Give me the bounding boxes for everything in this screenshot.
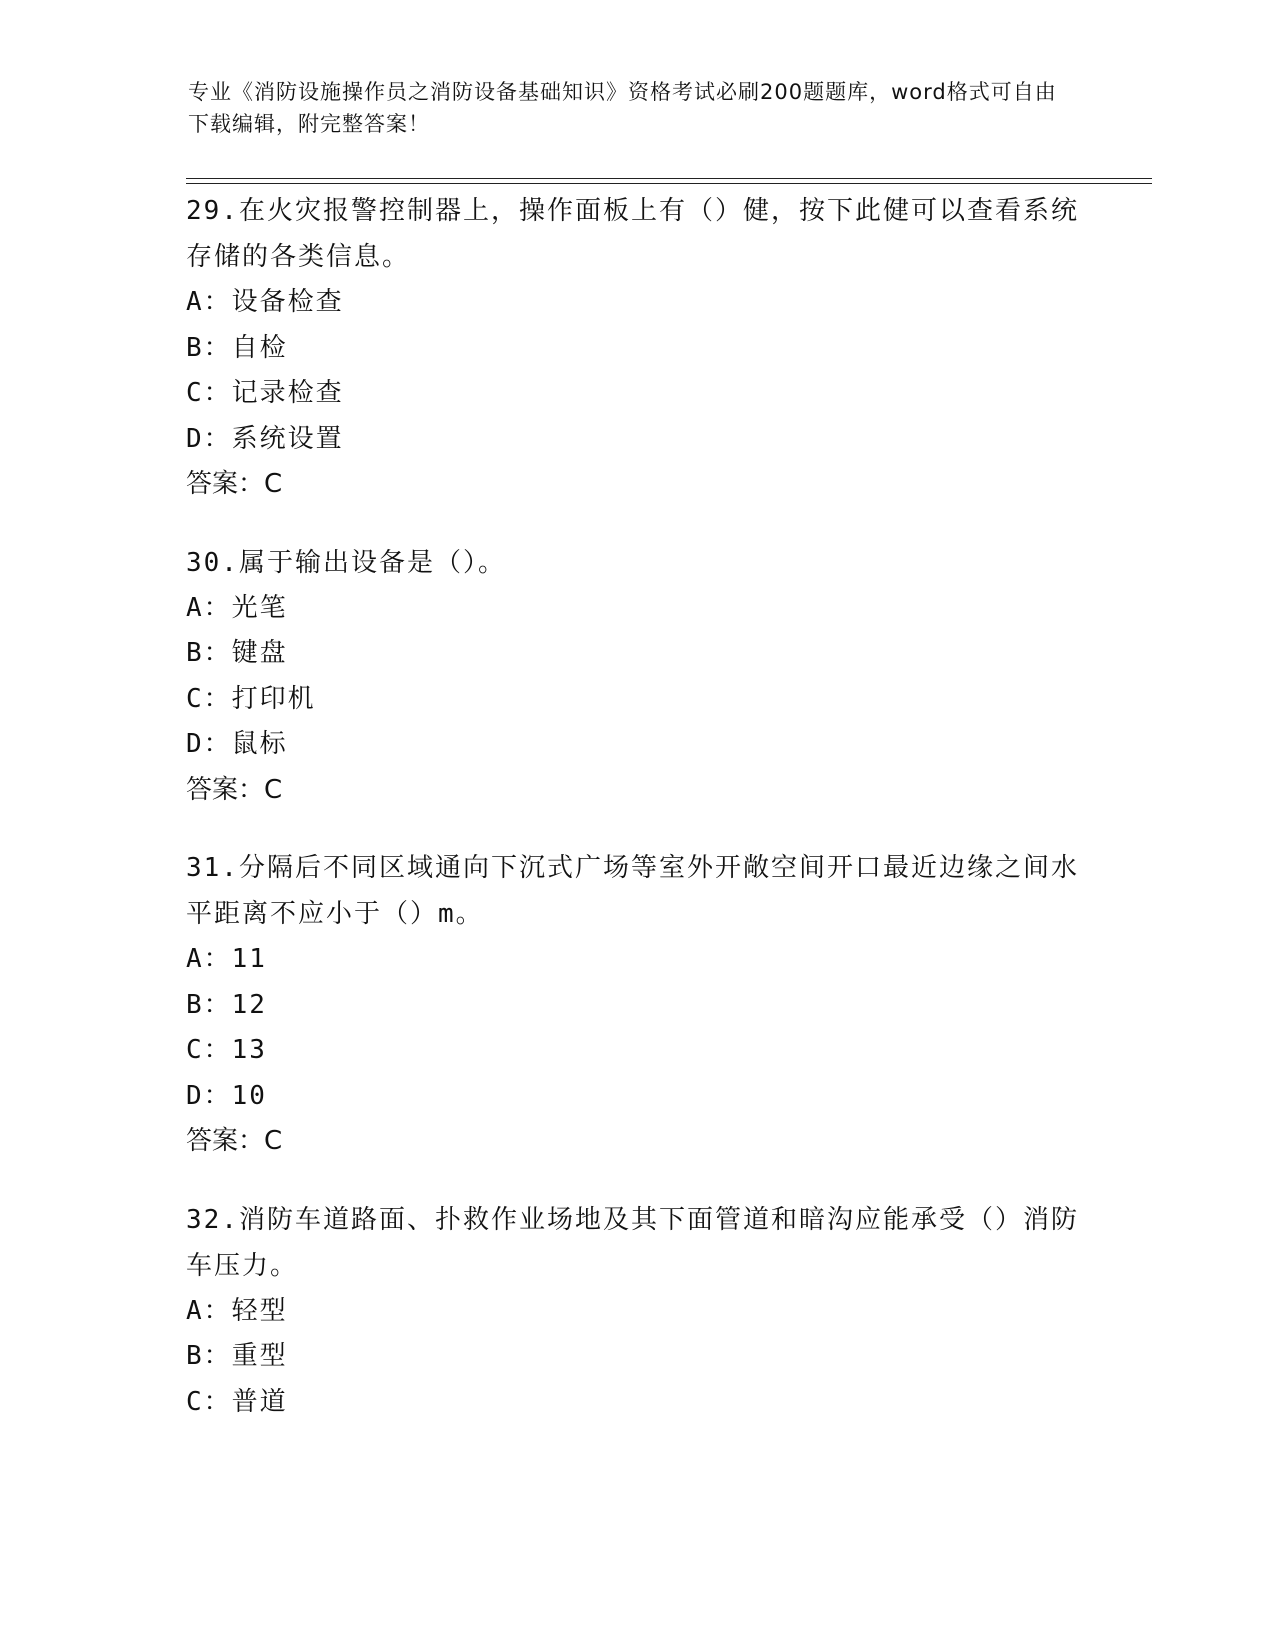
option-d xyxy=(186,722,1086,768)
header-divider-line xyxy=(186,178,1152,179)
question-list xyxy=(186,188,1086,1457)
answer-line: 答案：C xyxy=(186,469,283,499)
option-letter: B： xyxy=(186,1341,232,1371)
question-stem: 32.消防车道路面、扑救作业场地及其下面管道和暗沟应能承受（）消防车压力。 xyxy=(186,1204,1079,1281)
option-text: 重型 xyxy=(231,1341,288,1371)
question-stem: 30.属于输出设备是（）。 xyxy=(186,547,506,578)
option-letter: A： xyxy=(186,287,232,317)
option-letter: A： xyxy=(186,592,232,623)
option-d xyxy=(186,1074,1086,1120)
option-d xyxy=(186,417,1086,463)
option-text: 鼠标 xyxy=(231,729,288,759)
question-item xyxy=(186,540,1086,814)
option-letter: B： xyxy=(186,332,232,363)
option-letter: B： xyxy=(186,638,232,668)
option-letter: A： xyxy=(186,944,232,974)
option-text: 光笔 xyxy=(231,592,288,623)
option-a xyxy=(186,1289,1086,1335)
question-item xyxy=(186,188,1086,508)
option-text: 自检 xyxy=(231,332,288,363)
option-letter: A： xyxy=(186,1295,232,1326)
option-text: 12 xyxy=(231,989,267,1020)
option-text: 13 xyxy=(231,1035,267,1065)
option-letter: C： xyxy=(186,683,232,714)
option-text: 打印机 xyxy=(231,683,316,714)
option-letter: C： xyxy=(186,1035,232,1065)
option-letter: C： xyxy=(186,378,232,408)
option-b xyxy=(186,631,1086,677)
option-text: 普道 xyxy=(231,1386,288,1417)
question-stem: 31.分隔后不同区域通向下沉式广场等室外开敞空间开口最近边缘之间水平距离不应小于（）m。 xyxy=(186,853,1079,929)
option-b xyxy=(186,983,1086,1029)
option-c xyxy=(186,1380,1086,1426)
option-text: 键盘 xyxy=(231,638,288,668)
option-a xyxy=(186,937,1086,983)
option-text: 11 xyxy=(231,944,267,974)
option-letter: D： xyxy=(186,729,232,759)
answer-line: 答案：C xyxy=(186,1126,283,1156)
option-text: 设备检查 xyxy=(231,287,344,317)
question-item xyxy=(186,1197,1086,1426)
option-letter: B： xyxy=(186,989,232,1020)
option-letter: D： xyxy=(186,1080,232,1111)
answer-line: 答案：C xyxy=(186,774,283,805)
option-b xyxy=(186,326,1086,372)
option-a xyxy=(186,280,1086,326)
option-c xyxy=(186,677,1086,723)
option-b xyxy=(186,1334,1086,1380)
question-item xyxy=(186,845,1086,1165)
option-a xyxy=(186,586,1086,632)
option-c xyxy=(186,1028,1086,1074)
option-text: 系统设置 xyxy=(231,423,344,454)
document-header: 专业《消防设施操作员之消防设备基础知识》资格考试必刷200题题库，word格式可自由下载编辑，附完整答案！ xyxy=(188,80,1057,136)
header-divider-line xyxy=(186,183,1152,184)
option-text: 记录检查 xyxy=(231,378,344,408)
option-letter: D： xyxy=(186,423,232,454)
question-stem: 29.在火灾报警控制器上，操作面板上有（）健，按下此健可以查看系统存储的各类信息。 xyxy=(186,196,1079,272)
option-c xyxy=(186,371,1086,417)
option-text: 10 xyxy=(231,1080,267,1111)
option-letter: C： xyxy=(186,1386,232,1417)
option-text: 轻型 xyxy=(231,1295,288,1326)
